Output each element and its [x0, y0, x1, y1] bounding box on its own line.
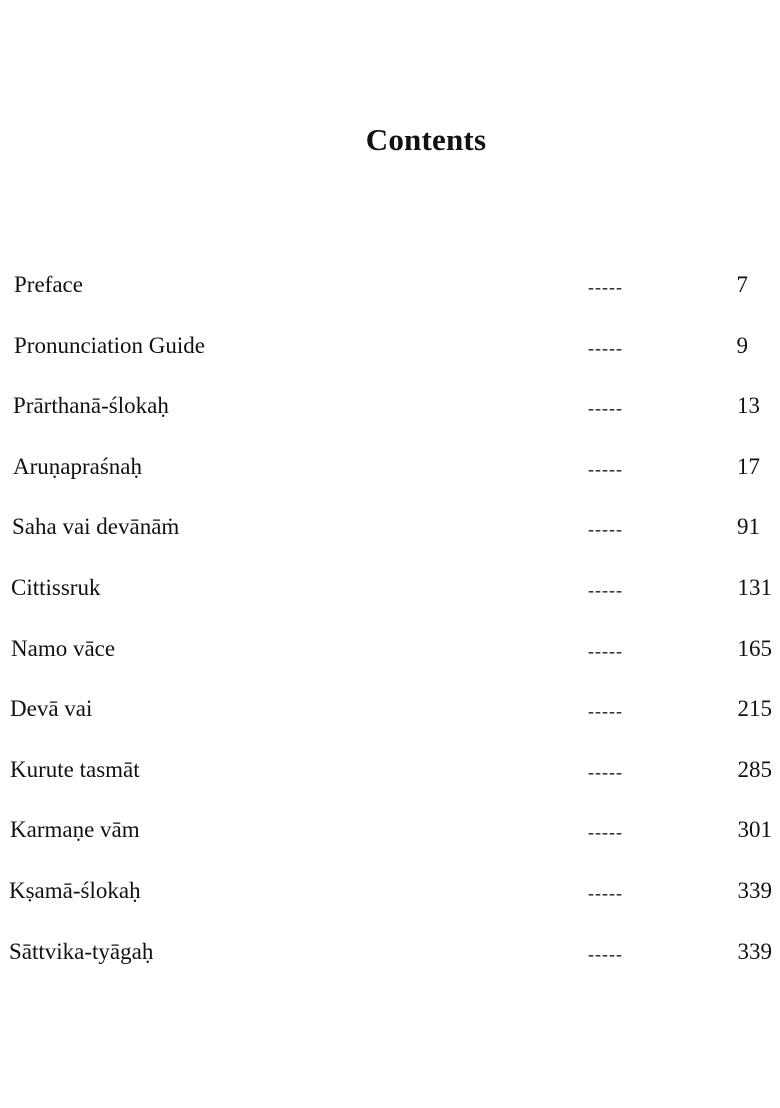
toc-page-number: 301 [737, 817, 772, 843]
toc-page-number: 13 [737, 393, 760, 419]
toc-entry-label: Aruṇapraśnaḥ [13, 453, 143, 479]
toc-row [0, 393, 780, 454]
toc-entry-label: Sāttvika-tyāgaḥ [9, 938, 154, 964]
toc-row [0, 575, 780, 636]
toc-entry-label: Cittissruk [11, 574, 101, 600]
toc-page-number: 215 [737, 696, 772, 722]
toc-entry-label: Prārthanā-ślokaḥ [13, 393, 169, 419]
toc-page-number: 339 [737, 938, 772, 964]
toc-leader: ----- [588, 579, 623, 600]
toc-row [0, 817, 780, 878]
toc-row [0, 939, 780, 1000]
toc-leader: ----- [588, 822, 623, 843]
toc-page-number: 339 [737, 877, 772, 903]
toc-row [0, 696, 780, 757]
toc-page-number: 9 [736, 332, 748, 358]
toc-leader: ----- [588, 337, 623, 358]
toc-entry-label: Kṣamā-ślokaḥ [9, 877, 141, 903]
toc-row [0, 454, 780, 515]
toc-row [0, 878, 780, 939]
toc-leader: ----- [588, 882, 623, 903]
page-title [0, 122, 780, 158]
toc-row [0, 636, 780, 697]
toc-entry-label: Pronunciation Guide [14, 332, 205, 358]
toc-page-number: 165 [737, 635, 772, 661]
toc-leader: ----- [588, 943, 623, 964]
toc-leader: ----- [588, 701, 623, 722]
toc-entry-label: Saha vai devānāṁ [12, 514, 180, 540]
toc-entry-label: Preface [14, 272, 83, 297]
toc-entry-label: Karmaṇe vām [10, 817, 140, 843]
toc-row [0, 757, 780, 818]
toc-page-number: 91 [737, 514, 760, 540]
toc-leader: ----- [588, 458, 623, 479]
toc-leader: ----- [588, 761, 623, 782]
toc-leader: ----- [588, 640, 623, 661]
toc-leader: ----- [588, 277, 623, 297]
toc-row [0, 272, 780, 333]
table-of-contents [0, 272, 780, 999]
toc-row [0, 333, 780, 394]
toc-leader: ----- [588, 519, 623, 540]
toc-page-number: 285 [737, 756, 772, 782]
toc-page-number: 7 [736, 272, 748, 297]
toc-page-number: 131 [737, 574, 772, 600]
toc-entry-label: Devā vai [10, 696, 93, 722]
toc-row [0, 514, 780, 575]
toc-entry-label: Namo vāce [11, 635, 116, 661]
toc-leader: ----- [588, 398, 623, 419]
toc-page-number: 17 [737, 453, 760, 479]
page-title-text: Contents [365, 122, 487, 157]
toc-entry-label: Kurute tasmāt [10, 756, 140, 782]
